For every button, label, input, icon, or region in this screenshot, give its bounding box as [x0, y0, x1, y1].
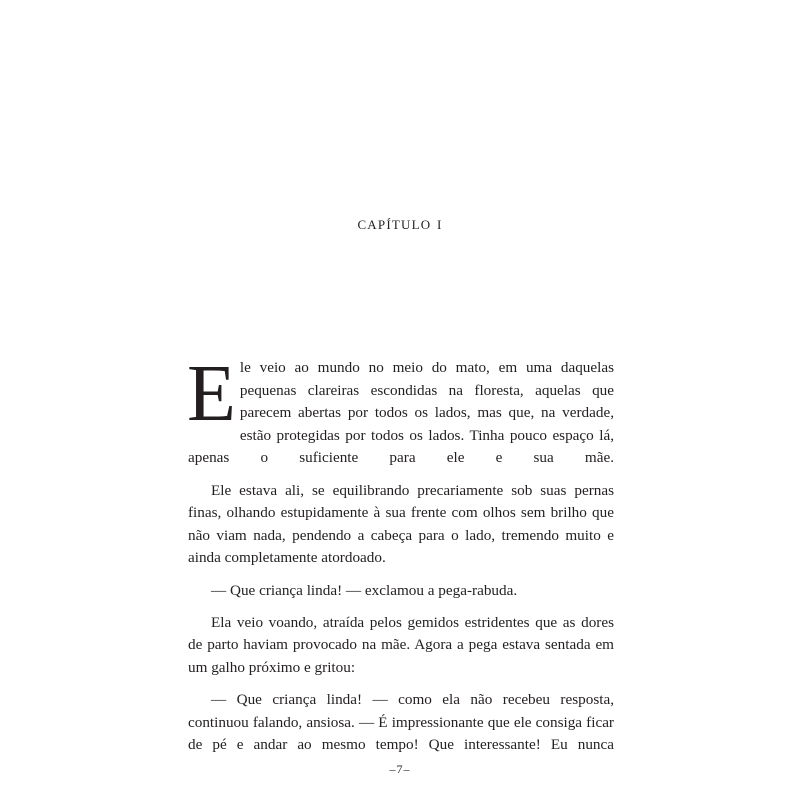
- page-number: –7–: [389, 762, 411, 776]
- paragraph-4: Ela veio voando, atraída pelos gemidos estridentes que as dores de parto haviam provocado na mãe. Agora a pega estava sentada em um galho próximo e gritou:: [188, 613, 614, 676]
- chapter-body: [187, 350, 614, 766]
- paragraph-1: [187, 350, 614, 470]
- chapter-title: capítulo i: [357, 213, 443, 233]
- paragraph-3: — Que criança linda! — exclamou a pega-rabuda.: [211, 581, 518, 599]
- drop-cap: E: [187, 350, 236, 438]
- paragraph-2: Ele estava ali, se equilibrando precariamente sob suas pernas finas, olhando estupidamente à sua frente com olhos sem brilho que não viam nada, pendendo a cabeça para o lado, tremendo muito e ainda completamente atordoado.: [188, 481, 614, 567]
- paragraph-1-text: le veio ao mundo no meio do mato, em uma daquelas pequenas clareiras escondidas na floresta, aquelas que parecem abertas por todos os lados, mas que, na verdade, estão protegidas por todos os lados. Tinha pouco espaço lá, apenas o suficiente para ele e sua mãe.: [188, 359, 614, 467]
- paragraph-5: — Que criança linda! — como ela não recebeu resposta, continuou falando, ansiosa. — É impressionante que ele consiga ficar de pé e andar ao mesmo tempo! Que interessante! Eu nunca: [188, 691, 614, 754]
